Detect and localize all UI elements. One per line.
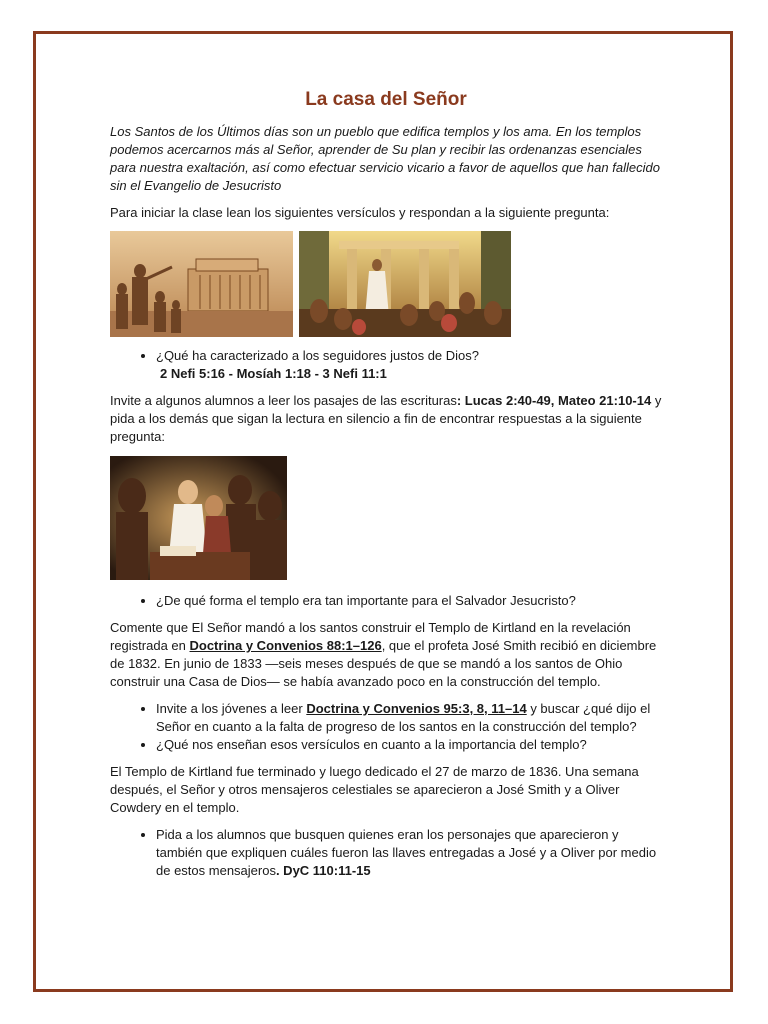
question-1-text: ¿Qué ha caracterizado a los seguidores justos de Dios? [156, 348, 480, 363]
question-5 [156, 826, 662, 880]
jesus-temple-painting [110, 456, 287, 580]
question-1-references: 2 Nefi 5:16 - Mosíah 1:18 - 3 Nefi 11:1 [160, 366, 387, 381]
image-row [110, 231, 662, 337]
page-title: La casa del Señor [305, 89, 467, 110]
question-5-text: Pida a los alumnos que busquen quienes eran los personajes que aparecieron y también que expliquen cuáles fueron las llaves entregadas a José y a Oliver por medio de estos mensajeros [156, 827, 657, 878]
question-1 [156, 347, 662, 383]
question-list-1 [110, 347, 662, 383]
dyc-88-link[interactable]: Doctrina y Convenios 88:1–126 [189, 638, 382, 653]
kirtland-text-a: Comente que El Señor mandó a los santos construir el Templo de Kirtland en la revelación registrada en [110, 620, 631, 653]
ancient-city-illustration-svg [110, 231, 293, 337]
question-4: • ¿Qué nos enseñan esos versículos en cuanto a la importancia del templo? [156, 736, 662, 754]
question-list-3 [110, 700, 662, 754]
christ-temple-painting [299, 231, 511, 337]
scripture-reading-text-b: y pida a los demás que sigan la lectura en silencio a fin de encontrar respuestas a la siguiente pregunta: [110, 393, 662, 444]
question-3-text-a: Invite a los jóvenes a leer [156, 701, 307, 716]
question-5-reference: . DyC 110:11-15 [275, 863, 371, 878]
kirtland-paragraph [110, 619, 662, 691]
question-3 [156, 700, 662, 736]
christ-temple-painting-svg [299, 231, 511, 337]
dedication-paragraph: El Templo de Kirtland fue terminado y luego dedicado el 27 de marzo de 1836. Una semana después, el Señor y otros mensajeros celestiales se aparecieron a José Smith y a Oliver Cowdery en el templo. [110, 764, 639, 815]
scripture-references: : Lucas 2:40-49, Mateo 21:10-14 [456, 393, 652, 408]
instruction-paragraph: Para iniciar la clase lean los siguientes versículos y respondan a la siguiente pregunta: [110, 205, 610, 220]
dyc-95-link[interactable]: Doctrina y Convenios 95:3, 8, 11–14 [306, 701, 527, 716]
question-list-2 [110, 592, 662, 610]
scripture-reading-text-a: Invite a algunos alumnos a leer los pasajes de las escrituras [110, 393, 457, 408]
scripture-reading-paragraph [110, 392, 662, 446]
document-body [110, 88, 662, 880]
kirtland-text-b: , que el profeta José Smith recibió en diciembre de 1832. En junio de 1833 —seis meses después de que se mandó a los santos de Ohio construir una Casa de Dios— se había avanzado poco en la construcción del templo. [110, 638, 657, 689]
question-list-4 [110, 826, 662, 880]
question-2: • ¿De qué forma el templo era tan importante para el Salvador Jesucristo? [156, 592, 662, 610]
jesus-temple-painting-svg [110, 456, 287, 580]
question-3-text-b: y buscar ¿qué dijo el Señor en cuanto a la falta de progreso de los santos en la construcción del templo? [156, 701, 651, 734]
ancient-city-illustration [110, 231, 293, 337]
intro-paragraph: Los Santos de los Últimos días son un pueblo que edifica templos y los ama. En los templos podemos acercarnos más al Señor, aprender de Su plan y recibir las ordenanzas esenciales para nuestra exaltación, así como efectuar servicio vicario a favor de aquellos que han fallecido sin el Evangelio de Jesucristo [110, 124, 660, 193]
